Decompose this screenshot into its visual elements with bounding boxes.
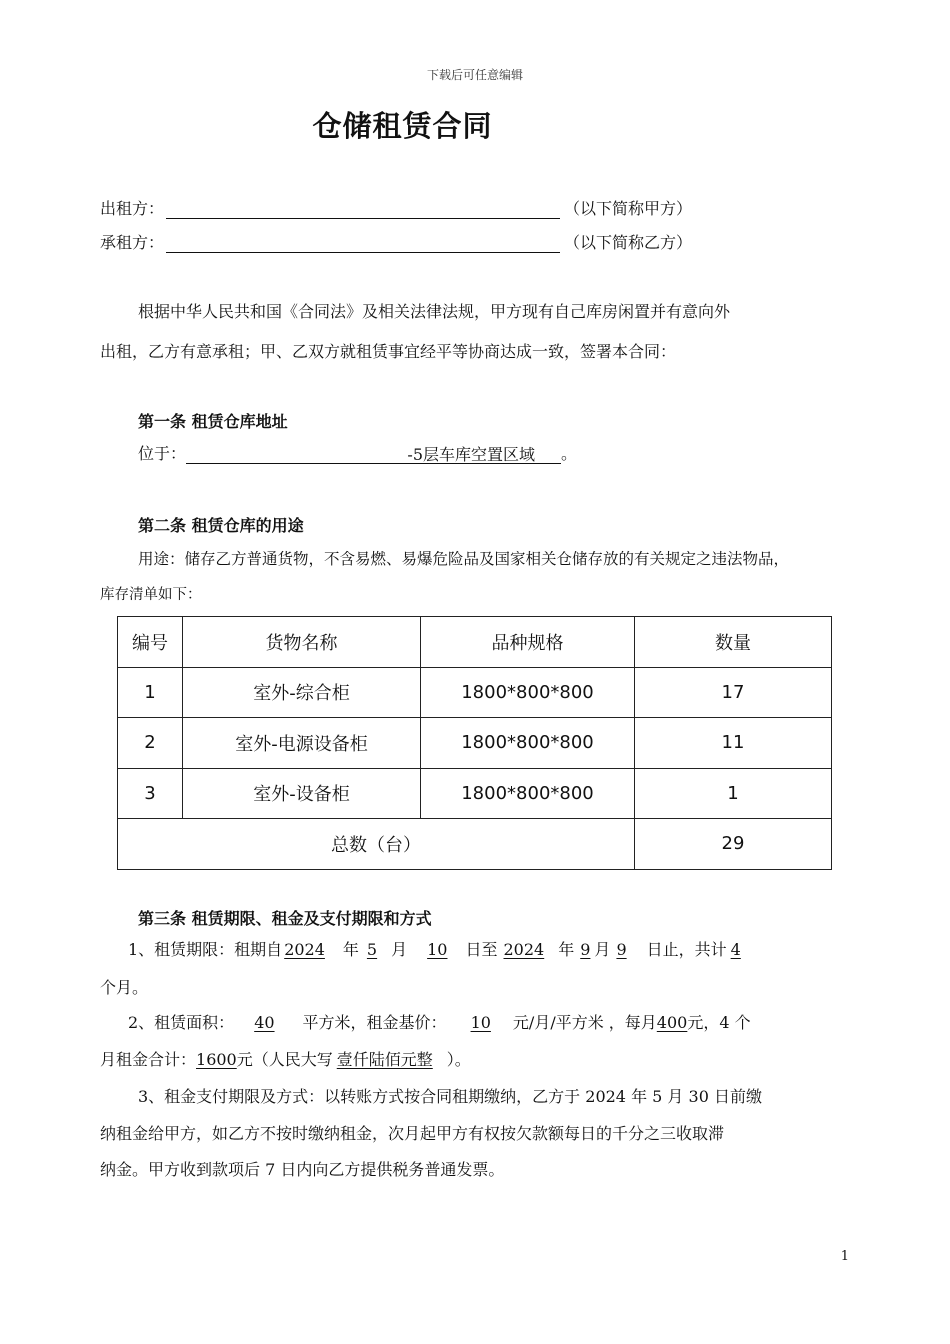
header-spec: 品种规格 <box>421 617 635 668</box>
area-value: 40 <box>254 1013 275 1032</box>
cell-spec: 1800*800*800 <box>421 718 635 769</box>
term-months: 4 <box>730 940 741 959</box>
article3-heading: 第三条 租赁期限、租金及支付期限和方式 <box>138 909 432 928</box>
cell-qty: 17 <box>635 667 832 718</box>
term-text: 月 <box>391 940 408 959</box>
cell-id: 1 <box>118 667 183 718</box>
area-l2-prefix: 月租金合计： <box>100 1050 197 1069</box>
term-text: 日至 <box>465 940 498 959</box>
payment-line-3: 纳金。甲方收到款项后 7 日内向乙方提供税务普通发票。 <box>100 1160 505 1179</box>
monthly-rent: 400 <box>656 1013 688 1032</box>
cell-id: 3 <box>118 768 183 819</box>
lessee-label: 承租方： <box>100 233 165 252</box>
term-line-1 <box>128 940 741 960</box>
table-total-row <box>118 819 832 870</box>
total-rent: 1600 <box>196 1050 237 1069</box>
page-number: 1 <box>840 1249 849 1264</box>
total-rent-cn: 壹仟陆佰元整 <box>336 1050 433 1069</box>
cell-id: 2 <box>118 718 183 769</box>
lessee-blank[interactable] <box>166 236 560 253</box>
term-text: 年 <box>558 940 575 959</box>
location-field[interactable] <box>186 445 561 464</box>
cell-name: 室外-电源设备柜 <box>183 718 421 769</box>
term-text: 日止，共计 <box>646 940 727 959</box>
lessee-suffix: （以下简称乙方） <box>564 233 693 252</box>
area-line-1 <box>128 1013 751 1033</box>
location-label: 位于： <box>138 444 187 463</box>
cell-name: 室外-综合柜 <box>183 667 421 718</box>
intro-line-2: 出租，乙方有意承租；甲、乙双方就租赁事宜经平等协商达成一致，签署本合同： <box>100 342 677 361</box>
inventory-table <box>117 616 832 870</box>
article1-location <box>138 444 577 464</box>
area-text: 平方米，租金基价： <box>302 1013 447 1032</box>
area-text: 元（人民大写 <box>236 1050 333 1069</box>
lessee-line <box>100 233 692 253</box>
cell-qty: 1 <box>635 768 832 819</box>
header-qty: 数量 <box>635 617 832 668</box>
cell-spec: 1800*800*800 <box>421 667 635 718</box>
term-line-2: 个月。 <box>100 978 149 997</box>
table-row <box>118 768 832 819</box>
location-value: -5层车库空置区域 <box>407 445 536 464</box>
area-prefix: 2、租赁面积： <box>128 1013 235 1032</box>
area-text: 元，4 个 <box>687 1013 751 1032</box>
cell-spec: 1800*800*800 <box>421 768 635 819</box>
header-note: 下载后可任意编辑 <box>426 68 523 82</box>
lessor-line <box>100 199 692 219</box>
price-value: 10 <box>470 1013 491 1032</box>
term-start-month: 5 <box>366 940 378 959</box>
cell-qty: 11 <box>635 718 832 769</box>
term-start-day: 10 <box>427 940 448 959</box>
location-end: 。 <box>561 444 578 463</box>
term-text: 月 <box>594 940 611 959</box>
term-end-year: 2024 <box>503 940 545 959</box>
payment-line-2: 纳租金给甲方，如乙方不按时缴纳租金，次月起甲方有权按欠款额每日的千分之三收取滞 <box>100 1124 725 1143</box>
article1-heading: 第一条 租赁仓库地址 <box>138 412 288 431</box>
term-prefix: 1、租赁期限：租期自 <box>128 940 283 959</box>
total-label: 总数（台） <box>118 819 635 870</box>
area-line-2 <box>100 1050 471 1070</box>
article2-line-2: 库存清单如下： <box>100 587 202 603</box>
term-end-month: 9 <box>580 940 591 959</box>
lessor-blank[interactable] <box>166 202 560 219</box>
lessor-label: 出租方： <box>100 199 165 218</box>
cell-name: 室外-设备柜 <box>183 768 421 819</box>
header-name: 货物名称 <box>183 617 421 668</box>
payment-line-1: 3、租金支付期限及方式：以转账方式按合同租期缴纳，乙方于 2024 年 5 月 30 日前缴 <box>138 1087 762 1106</box>
intro-line-1: 根据中华人民共和国《合同法》及相关法律法规，甲方现有自己库房闲置并有意向外 <box>138 302 731 321</box>
article2-line-1: 用途：储存乙方普通货物，不含易燃、易爆危险品及国家相关仓储存放的有关规定之违法物品， <box>138 550 790 568</box>
table-row <box>118 718 832 769</box>
area-text: 元/月/平方米 ，每月 <box>512 1013 657 1032</box>
header-id: 编号 <box>118 617 183 668</box>
lessor-suffix: （以下简称甲方） <box>564 199 693 218</box>
term-text: 年 <box>342 940 359 959</box>
table-row <box>118 667 832 718</box>
table-header-row <box>118 617 832 668</box>
term-start-year: 2024 <box>284 940 325 959</box>
total-value: 29 <box>635 819 832 870</box>
area-text: ）。 <box>446 1050 471 1069</box>
term-end-day: 9 <box>616 940 627 959</box>
article2-heading: 第二条 租赁仓库的用途 <box>138 516 304 535</box>
document-title: 仓储租赁合同 <box>312 109 493 143</box>
